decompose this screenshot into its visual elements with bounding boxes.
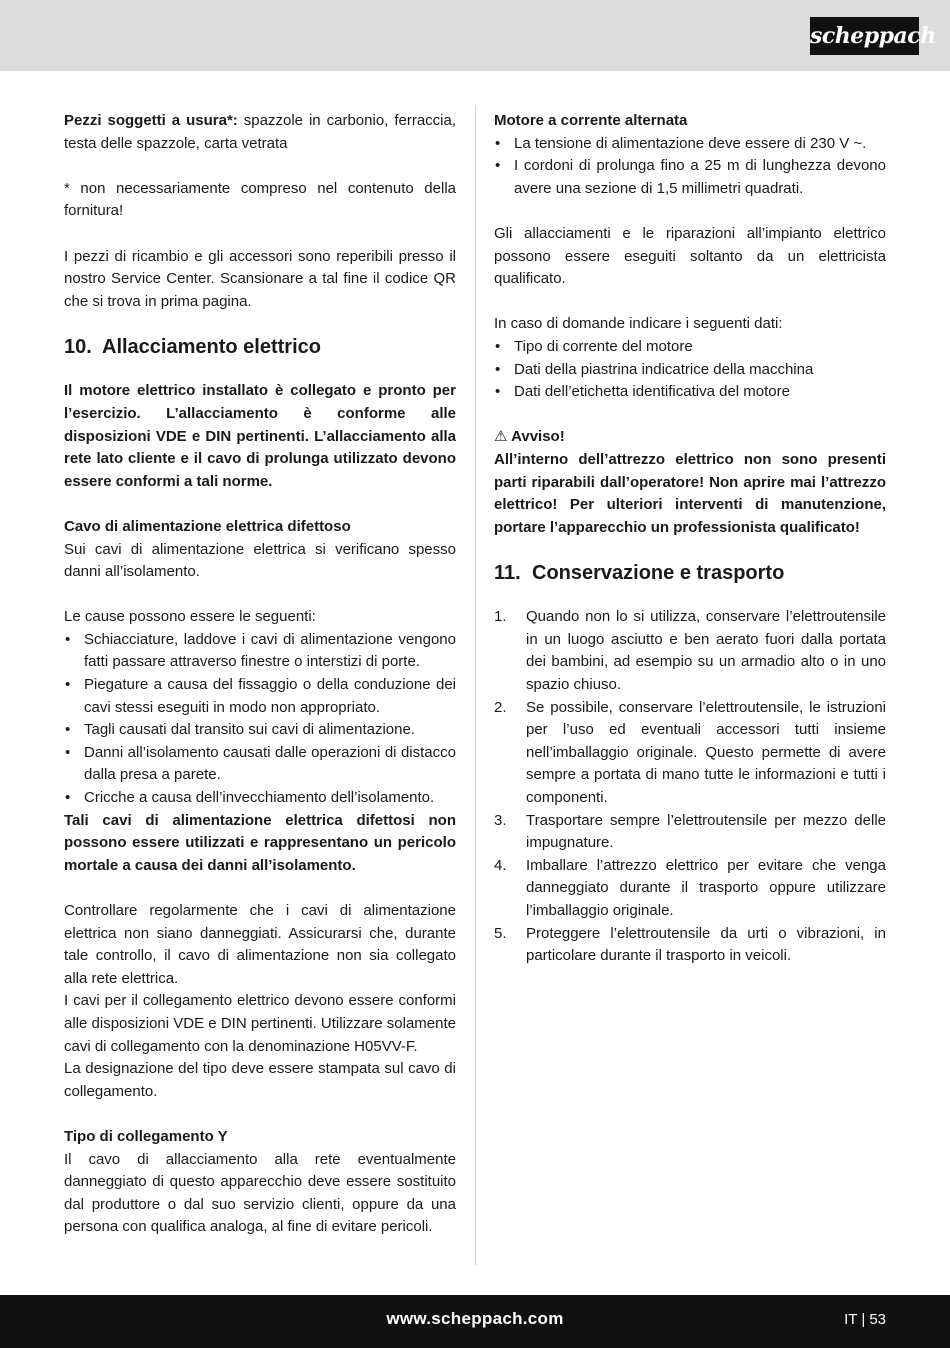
type-y-text: Il cavo di allacciamento alla rete eventualmente danneggiato di questo apparecchio deve essere sostituito dal produttore o dal suo servizio clienti, oppure da una persona con qualifica analoga, al fine di evitare pericoli.	[64, 1150, 456, 1236]
spare-parts-paragraph: I pezzi di ricambio e gli accessori sono reperibili presso il nostro Service Center. Scansionare a tal fine il codice QR che si trova in prima pagina.	[64, 247, 456, 310]
list-item: 5. Proteggere l’elettroutensile da urti o vibrazioni, in particolare durante il trasporto in veicoli.	[494, 924, 886, 965]
wear-parts-text: spazzole in carbonio, ferraccia, testa delle spazzole, carta vetrata	[64, 112, 456, 152]
warning-triangle-icon: ⚠	[494, 428, 508, 446]
page-number-block	[844, 1309, 886, 1332]
ac-motor-list	[494, 133, 886, 201]
list-item: • La tensione di alimentazione deve essere di 230 V ~.	[494, 133, 886, 156]
section-11-number: 11.	[494, 562, 521, 585]
right-column	[494, 110, 886, 968]
left-column	[64, 110, 456, 1239]
section-10-heading	[64, 324, 456, 369]
language-code: IT	[844, 1311, 858, 1328]
footer-separator: |	[861, 1311, 866, 1328]
section-10-title: Allacciamento elettrico	[102, 336, 321, 359]
electrician-paragraph: Gli allacciamenti e le riparazioni all’impianto elettrico possono essere eseguiti soltanto da un elettricista qualificato.	[494, 224, 886, 288]
footer-website-link[interactable]: www.scheppach.com	[386, 1309, 564, 1328]
electrical-intro: Il motore elettrico installato è collegato e pronto per l’esercizio. L’allacciamento è conforme alle disposizioni VDE e DIN pertinenti. L’allacciamento alla rete lato cliente e il cavo di prolunga utilizzato devono essere conformi a tali norme.	[64, 382, 456, 490]
type-y-title: Tipo di collegamento Y	[64, 1127, 228, 1145]
section-11-heading	[494, 550, 886, 595]
questions-intro: In caso di domande indicare i seguenti dati:	[494, 315, 783, 333]
cables-paragraph: I cavi per il collegamento elettrico devono essere conformi alle disposizioni VDE e DIN pertinenti. Utilizzare solamente cavi di collegamento con la denominazione H05VV-F.	[64, 992, 456, 1055]
page-header	[0, 0, 950, 71]
list-item: 1. Quando non lo si utilizza, conservare l’elettroutensile in un luogo asciutto e ben aerato fuori dalla portata dei bambini, ad esempio su un armadio alto o in uno spazio chiuso.	[494, 608, 886, 694]
list-item: 2. Se possibile, conservare l’elettroutensile, le istruzioni per l’uso ed eventuali accessori tutti insieme nell’imballaggio originale. Questo permette di avere sempre a portata di mano tutte le informazioni e tutti i componenti.	[494, 698, 886, 807]
storage-list	[494, 606, 886, 968]
causes-list	[64, 629, 456, 810]
page-footer	[0, 1295, 950, 1348]
wear-parts-paragraph	[64, 110, 456, 155]
causes-intro: Le cause possono essere le seguenti:	[64, 608, 316, 626]
page-number: 53	[869, 1311, 886, 1328]
warning-heading	[494, 426, 886, 449]
defective-cable-title: Cavo di alimentazione elettrica difettoso	[64, 517, 351, 535]
list-item: • Danni all’isolamento causati dalle operazioni di distacco dalla presa a parete.	[64, 742, 456, 787]
column-divider	[475, 105, 476, 1265]
list-item: • Cricche a causa dell’invecchiamento dell’isolamento.	[64, 787, 456, 810]
list-item: • Piegature a causa del fissaggio o della conduzione dei cavi stessi eseguiti in modo non appropriato.	[64, 674, 456, 719]
list-item: 4. Imballare l’attrezzo elettrico per evitare che venga danneggiato durante il trasporto oppure utilizzare l’imballaggio originale.	[494, 856, 886, 919]
questions-list	[494, 336, 886, 404]
warning-text: All’interno dell’attrezzo elettrico non sono presenti parti riparabili dall’operatore! Non aprire mai l’attrezzo elettrico! Per ulteriori interventi di manutenzione, portare l’apparecchio un professionista qualificato!	[494, 450, 886, 536]
defective-cable-text: Sui cavi di alimentazione elettrica si verificano spesso danni all’isolamento.	[64, 540, 456, 581]
list-item: • Tagli causati dal transito sui cavi di alimentazione.	[64, 719, 456, 742]
section-10-number: 10.	[64, 336, 92, 359]
list-item: 3. Trasportare sempre l’elettroutensile per mezzo delle impugnature.	[494, 811, 886, 852]
footnote: * non necessariamente compreso nel contenuto della fornitura!	[64, 179, 456, 220]
warning-title: Avviso!	[511, 428, 565, 446]
list-item: • Dati dell’etichetta identificativa del motore	[494, 381, 886, 404]
section-11-title: Conservazione e trasporto	[532, 562, 785, 585]
ac-motor-title: Motore a corrente alternata	[494, 112, 688, 129]
list-item: • Tipo di corrente del motore	[494, 336, 886, 359]
causes-warning: Tali cavi di alimentazione elettrica difettosi non possono essere utilizzati e rappresentano un pericolo mortale a causa dei danni all’isolamento.	[64, 811, 456, 874]
check-paragraph: Controllare regolarmente che i cavi di alimentazione elettrica non siano danneggiati. Assicurarsi che, durante tale controllo, il cavo di alimentazione non sia collegato alla rete elettrica.	[64, 902, 456, 987]
list-item: • Schiacciature, laddove i cavi di alimentazione vengono fatti passare attraverso finestre o interstizi di porte.	[64, 629, 456, 674]
list-item: • I cordoni di prolunga fino a 25 m di lunghezza devono avere una sezione di 1,5 millimetri quadrati.	[494, 155, 886, 200]
designation-paragraph: La designazione del tipo deve essere stampata sul cavo di collegamento.	[64, 1060, 456, 1100]
wear-parts-label: Pezzi soggetti a usura*:	[64, 112, 238, 129]
brand-logo: scheppach	[810, 17, 919, 55]
list-item: • Dati della piastrina indicatrice della macchina	[494, 359, 886, 382]
